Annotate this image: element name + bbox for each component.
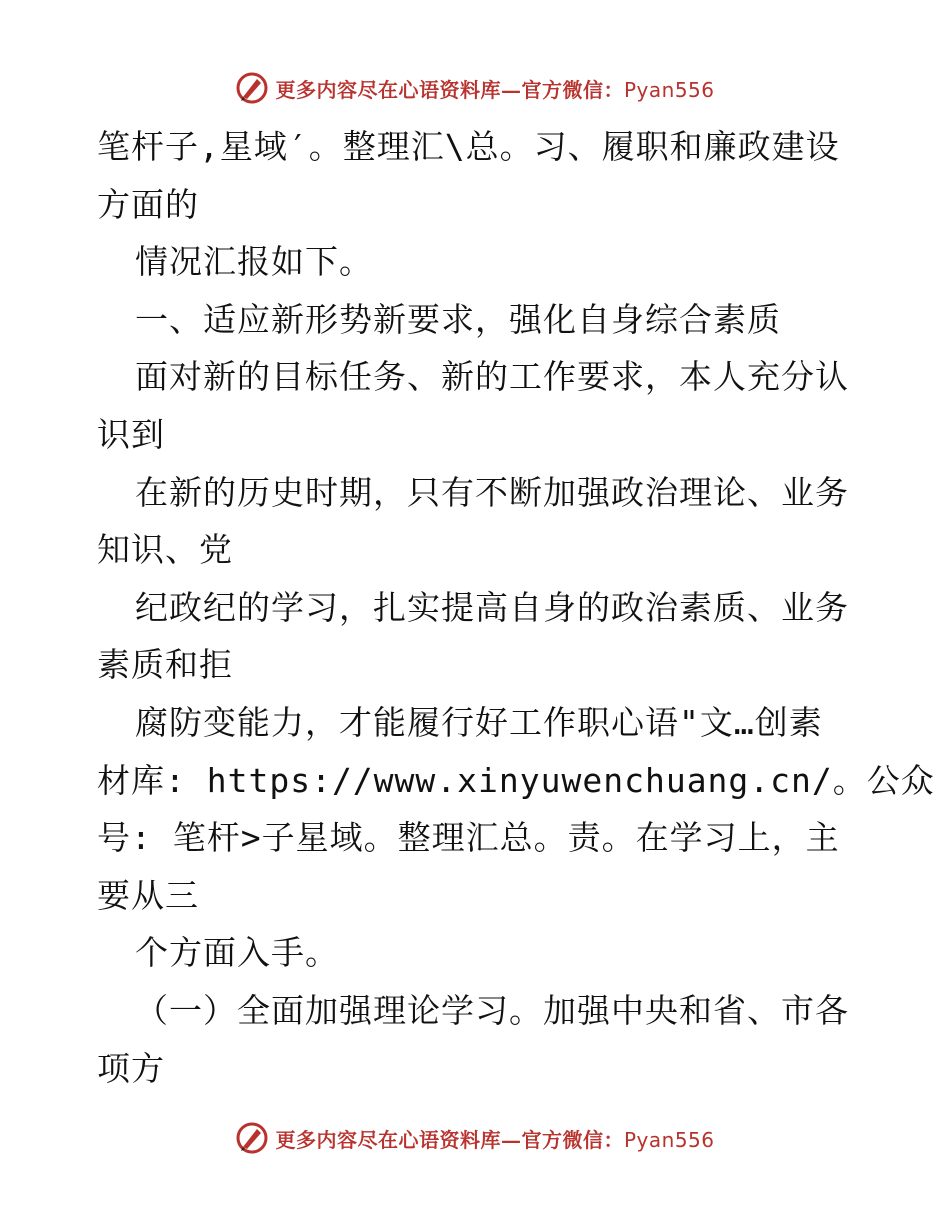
- subsection-heading: （一）全面加强理论学习。加强中央和省、市各: [135, 990, 849, 1030]
- text-line: 个方面入手。: [135, 933, 339, 973]
- pen-logo-icon: [235, 1121, 269, 1155]
- text-line: 素质和拒: [97, 645, 233, 685]
- text-line: 笔杆子,星域′。整理汇\总。习、履职和廉政建设: [97, 127, 840, 166]
- text-line: 情况汇报如下。: [135, 242, 373, 282]
- text-line: 识到: [97, 414, 165, 454]
- text-line: 纪政纪的学习，扎实提高自身的政治素质、业务: [135, 587, 849, 627]
- text-line: 要从三: [97, 875, 199, 915]
- wechat-id: Pyan556: [623, 77, 715, 102]
- text-line: 号: 笔杆>子星域。整理汇总。责。在学习上，主: [97, 818, 840, 858]
- banner-text: 更多内容尽在心语资料库—官方微信：Pyan556: [275, 77, 715, 102]
- pen-logo-icon: [235, 71, 269, 105]
- wechat-id: Pyan556: [623, 1127, 715, 1152]
- document-body: [97, 118, 935, 1097]
- banner-text: 更多内容尽在心语资料库—官方微信：Pyan556: [275, 1127, 715, 1152]
- footer-banner: [0, 1118, 950, 1158]
- text-line: 腐防变能力，才能履行好工作职心语"文…创素: [135, 702, 823, 742]
- header-banner: [0, 68, 950, 108]
- text-line: 方面的: [97, 184, 199, 224]
- text-line: 面对新的目标任务、新的工作要求，本人充分认: [135, 357, 849, 397]
- text-line: 材库: https://www.xinyuwenchuang.cn/。公众: [97, 760, 935, 800]
- text-line: 在新的历史时期，只有不断加强政治理论、业务: [135, 472, 849, 512]
- text-line: 知识、党: [97, 530, 233, 570]
- text-line: 项方: [97, 1048, 165, 1088]
- section-heading: 一、适应新形势新要求，强化自身综合素质: [135, 299, 781, 339]
